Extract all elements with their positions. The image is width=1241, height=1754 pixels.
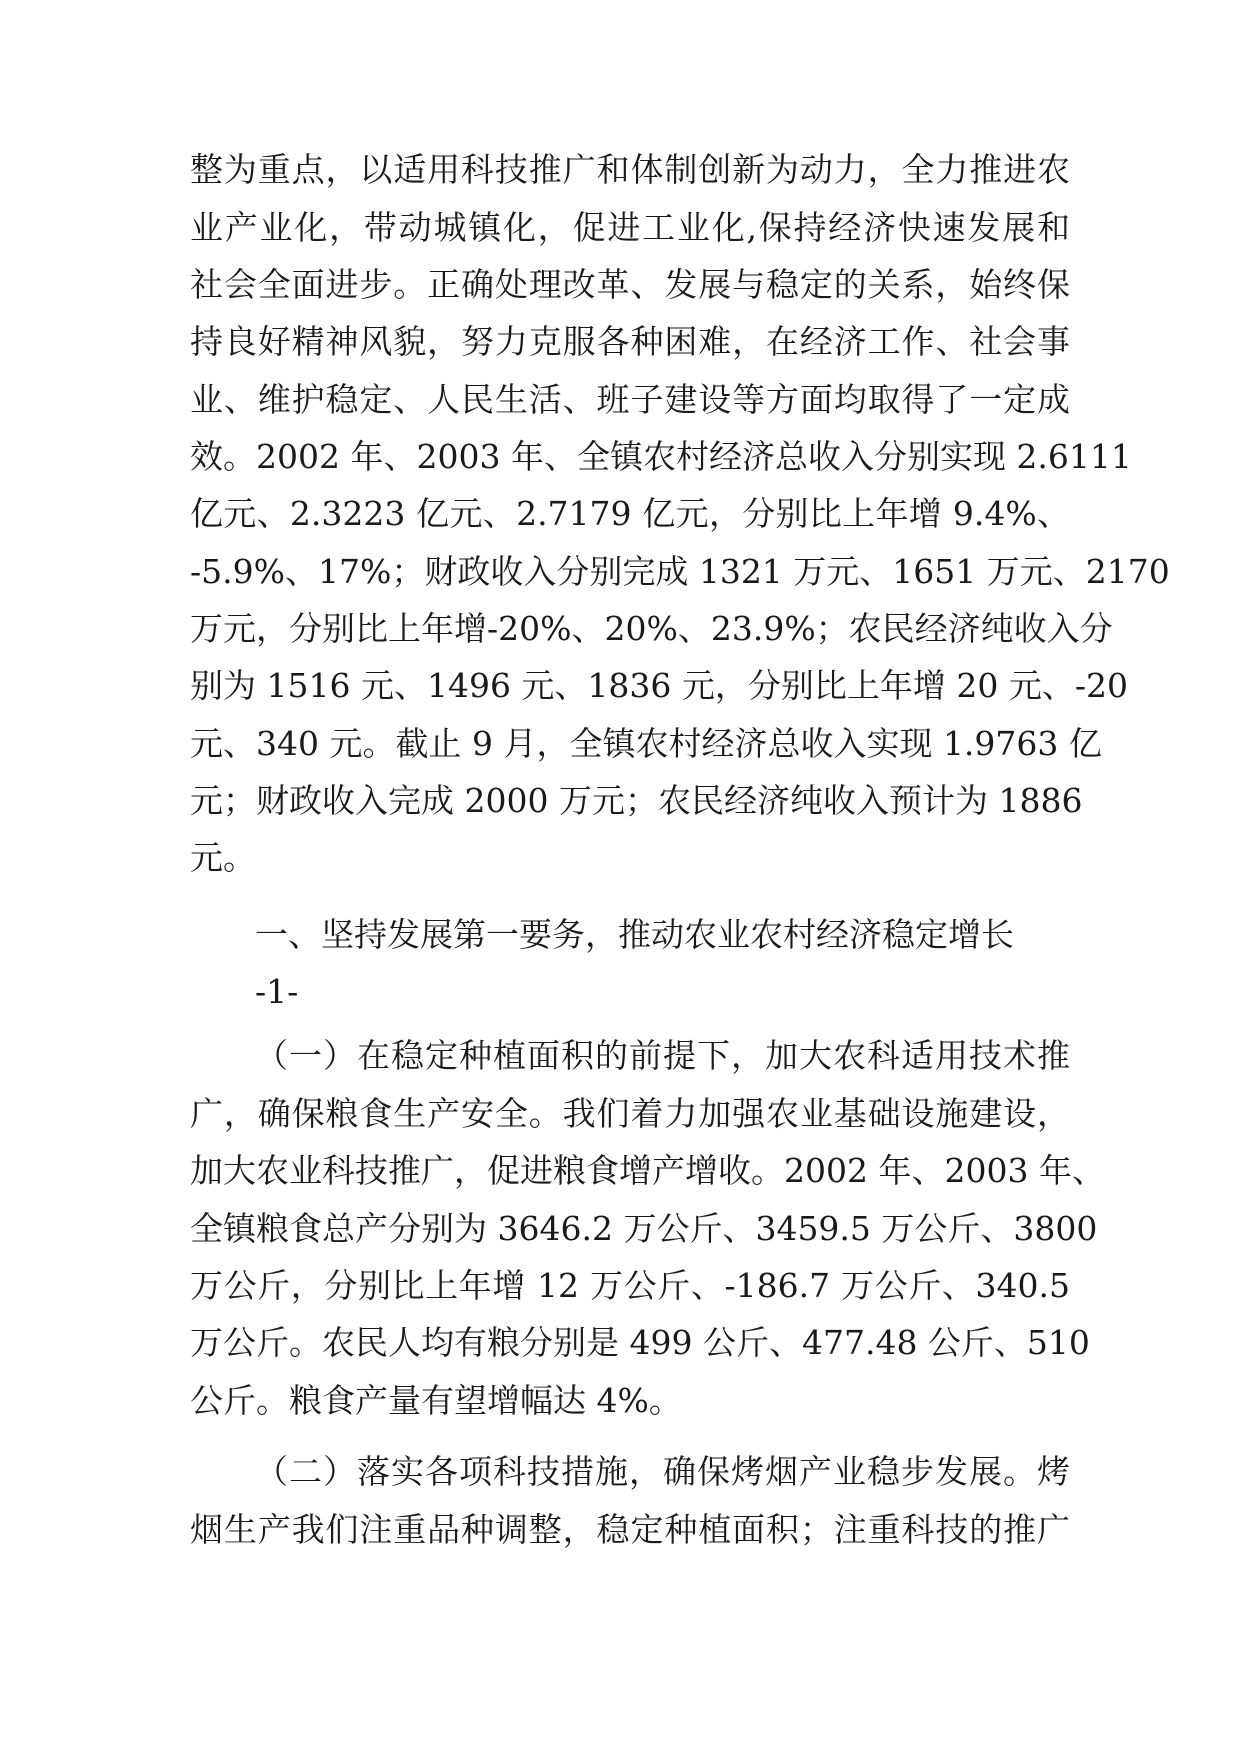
paragraph-1-line: 元、340 元。截止 9 月，全镇农村经济总收入实现 1.9763 亿 xyxy=(190,724,1102,763)
section-heading: 一、坚持发展第一要务，推动农业农村经济稳定增长 xyxy=(255,915,1014,954)
paragraph-1-line: 社会全面进步。正确处理改革、发展与稳定的关系，始终保 xyxy=(190,265,1070,304)
paragraph-1-line: 整为重点，以适用科技推广和体制创新为动力，全力推进农 xyxy=(190,150,1070,189)
paragraph-1-line: 持良好精神风貌，努力克服各种困难，在经济工作、社会事 xyxy=(190,322,1070,361)
paragraph-2-line: 公斤。粮食产量有望增幅达 4%。 xyxy=(190,1381,682,1420)
paragraph-2-line: 广，确保粮食生产安全。我们着力加强农业基础设施建设， xyxy=(190,1094,1070,1133)
paragraph-1-line: 业产业化，带动城镇化，促进工业化,保持经济快速发展和 xyxy=(190,208,1070,247)
paragraph-1-line: 亿元、2.3223 亿元、2.7179 亿元，分别比上年增 9.4%、 xyxy=(190,494,1070,533)
paragraph-2-line: 加大农业科技推广，促进粮食增产增收。2002 年、2003 年、 xyxy=(190,1151,1105,1190)
paragraph-2-line: 全镇粮食总产分别为 3646.2 万公斤、3459.5 万公斤、3800 xyxy=(190,1209,1098,1248)
paragraph-1-line: 万元，分别比上年增-20%、20%、23.9%；农民经济纯收入分 xyxy=(190,609,1113,648)
paragraph-2-line: 万公斤，分别比上年增 12 万公斤、-186.7 万公斤、340.5 xyxy=(190,1266,1070,1305)
paragraph-3-line: （二）落实各项科技措施，确保烤烟产业稳步发展。烤 xyxy=(255,1452,1070,1491)
page-number: -1- xyxy=(255,972,299,1011)
paragraph-1-line: 效。2002 年、2003 年、全镇农村经济总收入分别实现 2.6111 xyxy=(190,437,1132,476)
paragraph-2-line: 万公斤。农民人均有粮分别是 499 公斤、477.48 公斤、510 xyxy=(190,1323,1090,1362)
paragraph-1-line: 元。 xyxy=(190,838,256,877)
paragraph-2-line: （一）在稳定种植面积的前提下，加大农科适用技术推 xyxy=(255,1036,1070,1075)
paragraph-1-line: 业、维护稳定、人民生活、班子建设等方面均取得了一定成 xyxy=(190,380,1070,419)
paragraph-1-line: 元；财政收入完成 2000 万元；农民经济纯收入预计为 1886 xyxy=(190,781,1083,820)
paragraph-1-line: 别为 1516 元、1496 元、1836 元，分别比上年增 20 元、-20 xyxy=(190,666,1129,705)
paragraph-3-line: 烟生产我们注重品种调整，稳定种植面积；注重科技的推广 xyxy=(190,1510,1070,1549)
paragraph-1-line: -5.9%、17%；财政收入分别完成 1321 万元、1651 万元、2170 xyxy=(190,552,1170,591)
